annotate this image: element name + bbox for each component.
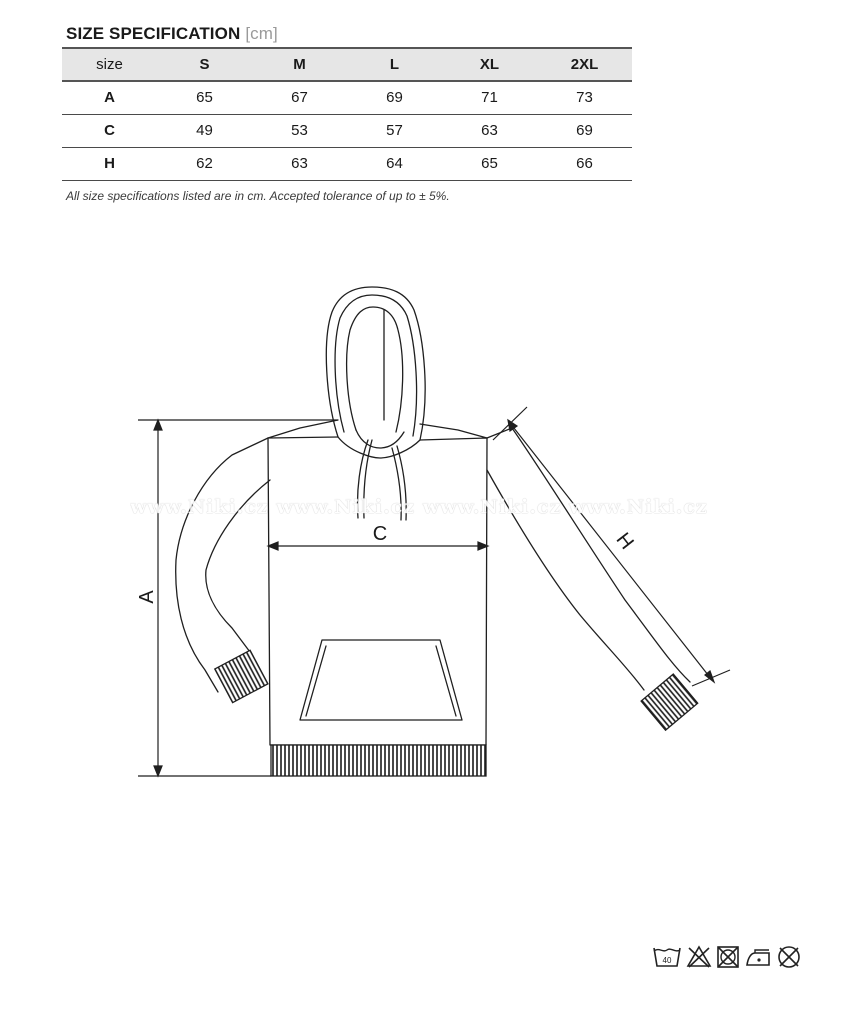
table-cell: 65	[196, 89, 213, 107]
size-spec-title: SIZE SPECIFICATION	[66, 24, 241, 43]
header-l: L	[347, 48, 442, 81]
row-label: H	[104, 155, 115, 172]
header-m: M	[252, 48, 347, 81]
watermark: www.Niki.cz www.Niki.cz www.Niki.cz www.Niki.cz	[130, 496, 708, 518]
table-cell: 63	[481, 122, 498, 139]
table-cell: 53	[291, 122, 308, 139]
iron-low-icon	[744, 944, 772, 970]
table-cell: 66	[576, 155, 593, 172]
table-cell: 65	[481, 155, 498, 172]
table-cell: 49	[196, 122, 213, 139]
no-bleach-icon	[686, 944, 712, 970]
wash-temp: 40	[662, 956, 672, 965]
table-cell: 69	[576, 122, 593, 139]
row-label: C	[104, 122, 115, 139]
table-cell: 73	[576, 89, 593, 107]
right-cuff	[641, 674, 698, 730]
label-a: A	[136, 590, 158, 604]
header-xl: XL	[442, 48, 537, 81]
table-cell: 57	[386, 122, 403, 139]
row-label: A	[104, 89, 115, 107]
measure-a	[138, 420, 338, 776]
no-tumble-dry-icon	[716, 944, 740, 970]
header-size: size	[62, 48, 157, 81]
right-sleeve-outer	[487, 428, 690, 682]
table-cell: 71	[481, 89, 498, 107]
size-spec-unit: [cm]	[245, 24, 278, 43]
header-2xl: 2XL	[537, 48, 632, 81]
label-h: H	[611, 528, 638, 554]
tolerance-note: All size specifications listed are in cm. Accepted tolerance of up to ± 5%.	[66, 189, 450, 203]
hood-outline	[326, 287, 425, 440]
left-shoulder	[268, 420, 338, 438]
table-cell: 69	[386, 89, 403, 107]
care-symbols	[652, 944, 802, 970]
table-cell: 62	[196, 155, 213, 172]
no-dry-clean-icon	[776, 944, 802, 970]
body-outline	[268, 437, 487, 745]
left-cuff	[215, 650, 268, 702]
table-cell: 63	[291, 155, 308, 172]
hood-opening	[347, 307, 403, 432]
wash-40-icon	[652, 944, 682, 970]
hood-outline-inner	[335, 295, 417, 436]
measure-h	[493, 407, 730, 686]
left-sleeve-outer	[176, 438, 268, 692]
table-cell: 67	[291, 89, 308, 107]
hem-rib	[271, 745, 486, 776]
table-cell: 64	[386, 155, 403, 172]
right-shoulder	[420, 424, 487, 438]
neckline-inner	[356, 430, 404, 448]
header-s: S	[157, 48, 252, 81]
label-c: C	[372, 523, 388, 545]
